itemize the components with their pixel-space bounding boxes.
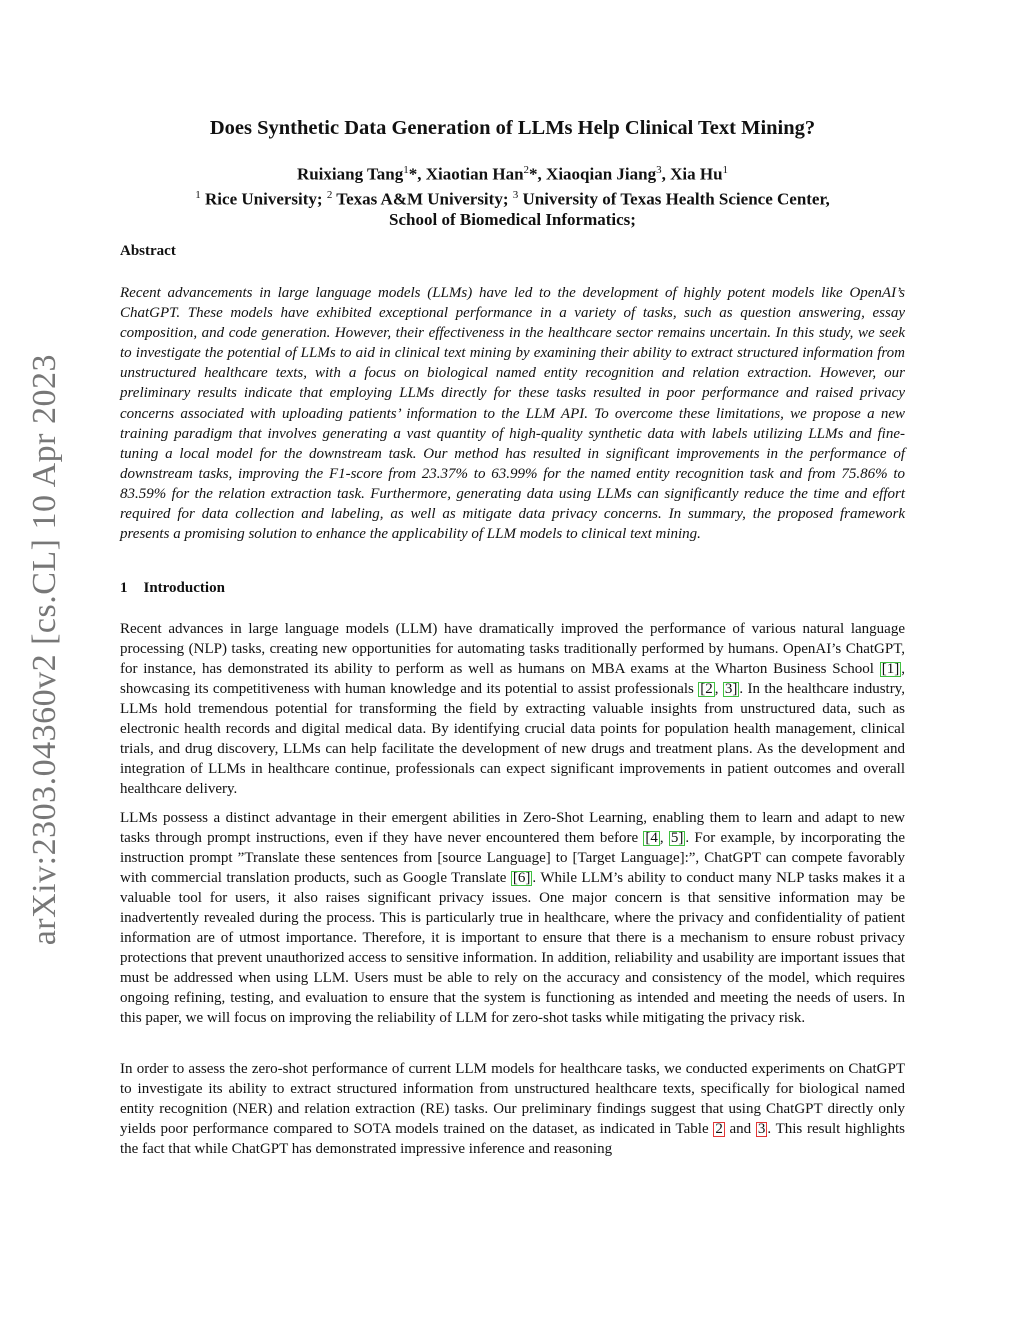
paragraph-text: . While LLM’s ability to conduct many NLP tasks makes it a valuable tool for users, it also raises significant privacy issues. One major concern is that sensitive information may be inadvertently revealed during the process. This is particularly true in healthcare, where the privacy and confidentiality of patient information are of utmost importance. Therefore, it is important to ensure that there is a mechanism to ensure robust privacy protections that prevent unauthorized access to sensitive information. In addition, reliability and usability are important issues that must be addressed when using LLM. Users must be able to rely on the accuracy and consistency of the model, which requires ongoing refining, testing, and evaluation to ensure that the system is functioning as intended and meeting the needs of users. In this paper, we will focus on improving the reliability of LLM for zero-shot tasks while mitigating the privacy risk. bbox=[120, 870, 905, 1026]
table-reference-link[interactable]: 2 bbox=[715, 1121, 723, 1137]
citation-link[interactable]: [6] bbox=[512, 870, 531, 886]
citation-link[interactable]: [4 bbox=[645, 830, 658, 846]
paragraph-text: Recent advances in large language models (LLM) have dramatically improved the performance of various natural language processing (NLP) tasks, creating new opportunities for automating tasks traditionally performed by humans. OpenAI’s ChatGPT, for instance, has demonstrated its ability to perform as well as humans on MBA exams at the Wharton Business School bbox=[120, 621, 905, 677]
paragraph-text: LLMs possess a distinct advantage in their emergent abilities in Zero-Shot Learning, enabling them to learn and adapt to new tasks through prompt instructions, even if they have never encountered them before bbox=[120, 810, 905, 846]
intro-paragraph-1 bbox=[120, 619, 905, 799]
affiliation-mark: 1 bbox=[403, 164, 409, 176]
affiliation: University of Texas Health Science Center, bbox=[518, 189, 830, 209]
arxiv-identifier: arXiv:2303.04360v2 [cs.CL] 10 Apr 2023 bbox=[26, 354, 63, 946]
paragraph-text: . In the healthcare industry, LLMs hold tremendous potential for transforming the field by extracting valuable insights from unstructured data, such as electronic health records and digital medical data. By identifying crucial data points for population health management, clinical trials, and drug discovery, LLMs can help facilitate the development of new drugs and treatment plans. As the development and integration of LLMs in healthcare continue, professionals can expect significant improvements in patient outcomes and overall healthcare delivery. bbox=[120, 681, 905, 797]
intro-paragraph-2 bbox=[120, 808, 905, 1028]
author-separator: , bbox=[661, 164, 671, 184]
paragraph-text: , showcasing its competitiveness with human knowledge and its potential to assist professionals bbox=[120, 661, 905, 697]
arxiv-side-stamp bbox=[22, 352, 68, 948]
author-name: Xiaotian Han bbox=[425, 164, 524, 184]
affiliation-mark: 3 bbox=[656, 164, 662, 176]
affiliation-mark: 1 bbox=[722, 164, 729, 176]
author-name: Ruixiang Tang bbox=[296, 164, 404, 184]
table-reference-link[interactable]: 3 bbox=[757, 1121, 766, 1137]
affiliation-line bbox=[120, 185, 905, 210]
equal-contribution-mark: *, bbox=[529, 164, 547, 184]
citation-link[interactable]: 5] bbox=[670, 830, 684, 846]
abstract-text: Recent advancements in large language models (LLMs) have led to the development of highly potent models like OpenAI’s ChatGPT. These models have exhibited exceptional performance in a variety of tasks, such as question answering, essay composition, and code generation. However, their effectiveness in the healthcare sector remains uncertain. In this study, we seek to investigate the potential of LLMs to aid in clinical text mining by examining their ability to extract structured information from unstructured healthcare texts, with a focus on biological named entity recognition and relation extraction. However, our preliminary results indicate that employing LLMs directly for these tasks resulted in poor performance and raised privacy concerns associated with uploading patients’ information to the LLM API. To overcome these limitations, we propose a new training paradigm that involves generating a vast quantity of high-quality synthetic data with labels utilizing LLMs and fine-tuning a local model for the downstream task. Our method has resulted in significant improvements in the performance of downstream tasks, improving the F1-score from 23.37% to 63.99% for the named entity recognition task and from 75.86% to 83.59% for the relation extraction task. Furthermore, generating data using LLMs can significantly reduce the time and effort required for data collection and labeling, as well as mitigate data privacy concerns. In summary, the proposed framework presents a promising solution to enhance the applicability of LLM models to clinical text mining. bbox=[120, 285, 905, 543]
citation-separator: , bbox=[659, 830, 669, 846]
author-line bbox=[120, 160, 905, 185]
affiliation-mark: 3 bbox=[512, 188, 519, 201]
author-name: Xiaoqian Jiang bbox=[546, 164, 657, 184]
section-number: 1 bbox=[120, 580, 128, 596]
affiliation-mark: 2 bbox=[523, 164, 530, 176]
affiliation-mark: 2 bbox=[326, 188, 333, 201]
citation-link[interactable]: 3] bbox=[724, 681, 738, 697]
affiliation-mark: 1 bbox=[195, 188, 201, 201]
abstract-heading: Abstract bbox=[120, 243, 176, 259]
affiliation: Rice University; bbox=[200, 189, 327, 209]
intro-paragraph-3 bbox=[120, 1059, 905, 1159]
paper-title: Does Synthetic Data Generation of LLMs Help Clinical Text Mining? bbox=[209, 117, 816, 139]
equal-contribution-mark: *, bbox=[408, 164, 426, 184]
citation-link[interactable]: [1] bbox=[881, 661, 900, 677]
paragraph-text: . For example, by incorporating the instruction prompt ”Translate these sentences from [source Language] to [Target Language]:”, ChatGPT can compete favorably with commercial translation products, such as Google Translate bbox=[120, 830, 906, 886]
citation-link[interactable]: [2 bbox=[700, 681, 713, 697]
paragraph-text: In order to assess the zero-shot performance of current LLM models for healthcare tasks, we conducted experiments on ChatGPT to investigate its ability to extract structured information from unstructured healthcare texts, specifically for biological named entity recognition (NER) and relation extraction (RE) tasks. Our preliminary findings suggest that using ChatGPT directly only yields poor performance compared to SOTA models trained on the dataset, as indicated in Table bbox=[120, 1061, 905, 1137]
author-name: Xia Hu bbox=[670, 164, 723, 184]
section-title: Introduction bbox=[143, 580, 225, 596]
paragraph-text: and bbox=[724, 1121, 756, 1137]
section-heading bbox=[120, 580, 225, 597]
paragraph-text: . This result highlights the fact that while ChatGPT has demonstrated impressive inference and reasoning bbox=[120, 1121, 905, 1157]
affiliation: Texas A&M University; bbox=[332, 189, 513, 209]
affiliation-line: School of Biomedical Informatics; bbox=[389, 210, 636, 230]
citation-separator: , bbox=[714, 681, 723, 697]
author-block bbox=[120, 160, 905, 230]
